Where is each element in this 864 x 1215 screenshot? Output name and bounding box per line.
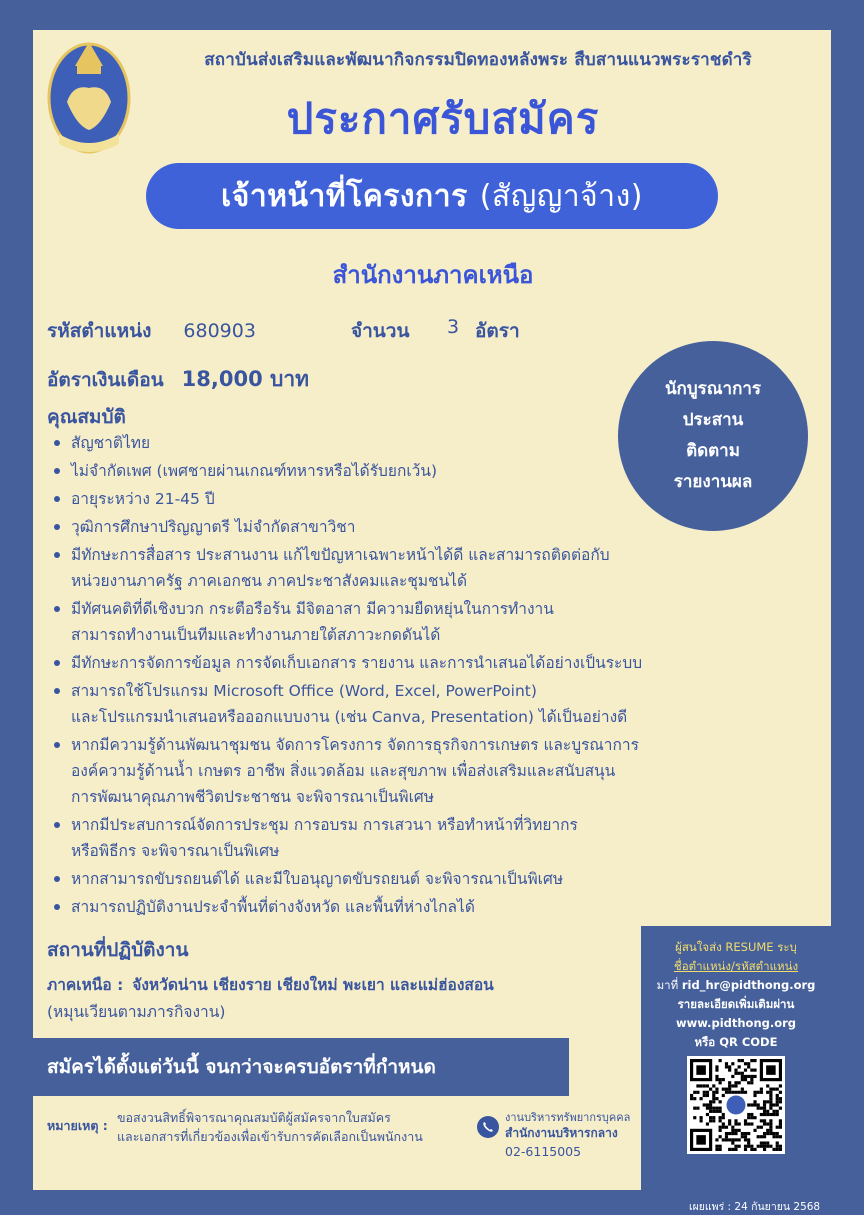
qualification-item: สามารถปฏิบัติงานประจำพื้นที่ต่างจังหวัด และพื้นที่ห่างไกลได้ [71, 894, 771, 920]
footnote-label: หมายเหตุ : [47, 1118, 108, 1133]
workplace-region: ภาคเหนือ : [47, 976, 124, 994]
apply-line-more-info: รายละเอียดเพิ่มเติมผ่าน [677, 997, 795, 1011]
qr-code[interactable] [687, 1056, 785, 1154]
apply-line-email [641, 976, 831, 995]
workplace-title: สถานที่ปฏิบัติงาน [47, 939, 189, 961]
hr-department: งานบริหารทรัพยากรบุคคล [505, 1111, 631, 1124]
salary-label: อัตราเงินเดือน [47, 369, 164, 391]
publish-date: เผยแพร่ : 24 กันยายน 2568 [689, 1201, 821, 1213]
apply-email-prefix: มาที่ [656, 978, 679, 992]
qualification-item: หากสามารถขับรถยนต์ได้ และมีใบอนุญาตขับรถยนต์ จะพิจารณาเป็นพิเศษ [71, 866, 771, 892]
apply-info-box [641, 926, 831, 1190]
salary-row [47, 363, 309, 396]
headcount-unit: อัตรา [475, 320, 520, 342]
position-code-label: รหัสตำแหน่ง [47, 320, 152, 342]
qualifications-list [47, 430, 771, 922]
position-title-pill [146, 163, 718, 229]
qr-code-image [690, 1059, 782, 1151]
phone-icon [477, 1116, 499, 1138]
qualification-item: หากมีความรู้ด้านพัฒนาชุมชน จัดการโครงการ จัดการธุรกิจการเกษตร และบูรณาการ องค์ความรู้ด้านน้ำ เกษตร อาชีพ สิ่งแวดล้อม และสุขภาพ เพื่อส่งเสริมและสนับสนุน การพัฒนาคุณภาพชีวิตประชาชน จะพิจารณาเป็นพิเศษ [71, 732, 771, 810]
apply-instructions [641, 938, 831, 1052]
qualification-item: วุฒิการศึกษาปริญญาตรี ไม่จำกัดสาขาวิชา [71, 514, 771, 540]
position-title: เจ้าหน้าที่โครงการ [221, 178, 468, 214]
qualification-item: มีทักษะการจัดการข้อมูล การจัดเก็บเอกสาร รายงาน และการนำเสนอได้อย่างเป็นระบบ [71, 650, 771, 676]
qualifications-title: คุณสมบัติ [47, 406, 126, 428]
qualification-item: มีทัศนคติที่ดีเชิงบวก กระตือรือร้น มีจิตอาสา มีความยืดหยุ่นในการทำงาน สามารถทำงานเป็นทีมและทำงานภายใต้สภาวะกดดันได้ [71, 596, 771, 648]
workplace-location [47, 972, 494, 997]
qualification-item: สามารถใช้โปรแกรม Microsoft Office (Word, Excel, PowerPoint) และโปรแกรมนำเสนอหรือออกแบบงาน (เช่น Canva, Presentation) ได้เป็นอย่างดี [71, 678, 771, 730]
apply-website-link[interactable]: www.pidthong.org [675, 1016, 797, 1030]
role-item: ประสาน [682, 410, 744, 430]
qualification-item: สัญชาติไทย [71, 430, 771, 456]
role-item: นักบูรณาการ [664, 379, 762, 399]
headline-recruitment: ประกาศรับสมัคร [286, 94, 600, 143]
apply-line-qr: หรือ QR CODE [694, 1035, 778, 1049]
qualification-item: หากมีประสบการณ์จัดการประชุม การอบรม การเสวนา หรือทำหน้าที่วิทยากร หรือพิธีกร จะพิจารณาเป็นพิเศษ [71, 812, 771, 864]
position-contract-type: (สัญญาจ้าง) [479, 178, 643, 214]
salary-value: 18,000 บาท [181, 367, 309, 391]
apply-line-position: ชื่อตำแหน่ง/รหัสตำแหน่ง [673, 959, 799, 973]
headcount-label: จำนวน [351, 320, 410, 342]
workplace-rotation-note: (หมุนเวียนตามภารกิจงาน) [47, 1003, 226, 1021]
qualification-item: มีทักษะการสื่อสาร ประสานงาน แก้ไขปัญหาเฉพาะหน้าได้ดี และสามารถติดต่อกับ หน่วยงานภาครัฐ ภาคเอกชน ภาคประชาสังคมและชุมชนได้ [71, 542, 771, 594]
workplace-provinces: จังหวัดน่าน เชียงราย เชียงใหม่ พะเยา และแม่ฮ่องสอน [132, 976, 494, 994]
position-code-value: 680903 [183, 320, 256, 342]
institute-logo [45, 36, 133, 160]
footnote-text: ขอสงวนสิทธิ์พิจารณาคุณสมบัติผู้สมัครจากใบสมัคร และเอกสารที่เกี่ยวข้องเพื่อเข้ารับการคัดเลือกเป็นพนักงาน [117, 1110, 423, 1144]
headcount-value: 3 [447, 316, 460, 338]
role-item: ติดตาม [686, 441, 740, 461]
apply-line-resume: ผู้สนใจส่ง RESUME ระบุ [675, 940, 797, 954]
organization-name: สถาบันส่งเสริมและพัฒนากิจกรรมปิดทองหลังพระ สืบสานแนวพระราชดำริ [204, 50, 752, 70]
hr-office: สำนักงานบริหารกลาง [505, 1126, 618, 1140]
position-code-row [47, 316, 567, 346]
qualification-item: อายุระหว่าง 21-45 ปี [71, 486, 771, 512]
hr-phone-number[interactable]: 02-6115005 [505, 1144, 582, 1159]
office-name: สำนักงานภาคเหนือ [332, 261, 534, 289]
apply-email-link[interactable]: rid_hr@pidthong.org [681, 978, 816, 992]
role-item: รายงานผล [673, 472, 753, 492]
poster-card [33, 30, 831, 1213]
apply-period-banner: สมัครได้ตั้งแต่วันนี้ จนกว่าจะครบอัตราที่กำหนด [33, 1038, 569, 1096]
qualification-item: ไม่จำกัดเพศ (เพศชายผ่านเกณฑ์ทหารหรือได้รับยกเว้น) [71, 458, 771, 484]
